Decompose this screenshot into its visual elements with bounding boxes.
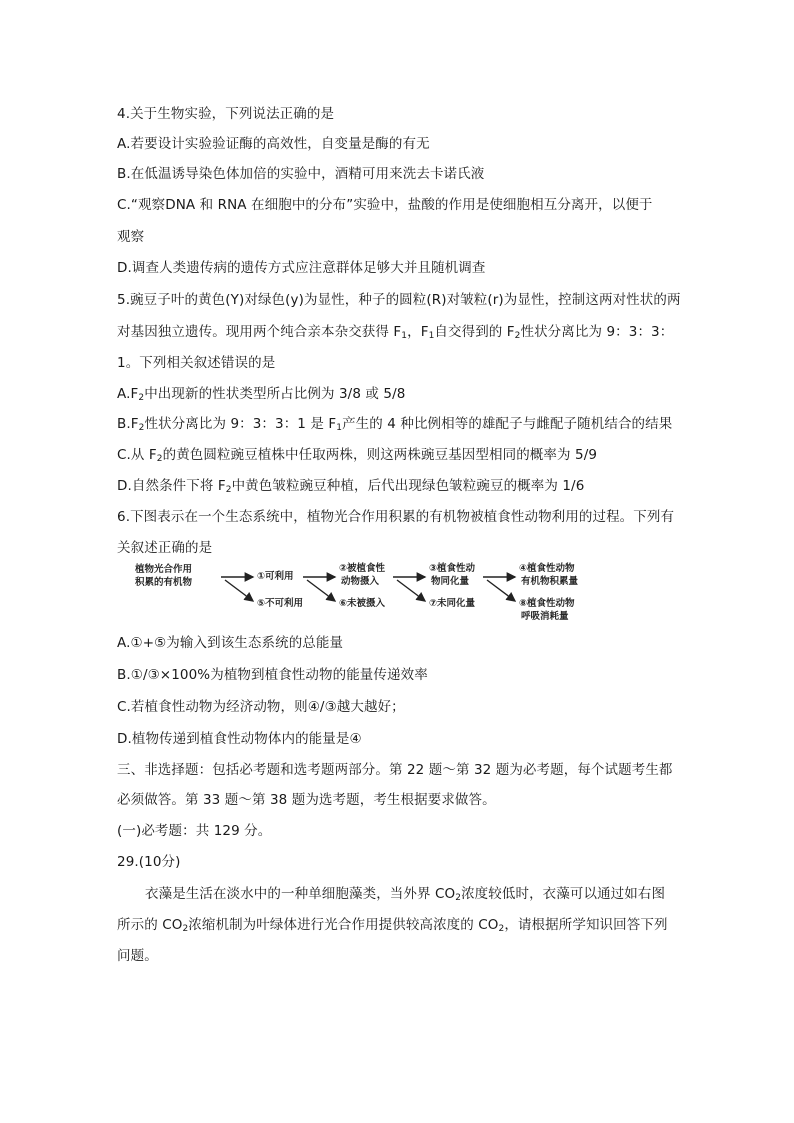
section3-line2: 必须做答。第 33 题～第 38 题为选考题，考生根据要求做答。 <box>117 792 496 808</box>
node-4-line2: 有机物积累量 <box>521 576 579 587</box>
q4-option-d: D.调查人类遗传病的遗传方式应注意群体足够大并且随机调查 <box>117 260 486 276</box>
text: 浓度较低时，衣藻可以通过如右图 <box>461 886 666 902</box>
q4-option-c-cont: 观察 <box>117 229 145 245</box>
text: 衣藻是生活在淡水中的一种单细胞藻类，当外界 CO <box>145 886 456 902</box>
node-source-line1: 植物光合作用 <box>135 564 193 575</box>
text: ，F <box>407 324 429 340</box>
arrow-3-to-8 <box>487 580 515 601</box>
subscript: 2 <box>182 924 189 934</box>
arrow-1-to-6 <box>307 580 335 601</box>
q6-option-d: D.植物传递到植食性动物体内的能量是④ <box>117 731 362 747</box>
q5-option-c <box>117 445 597 465</box>
text: 中黄色皱粒豌豆种植，后代出现绿色皱粒豌豆的概率为 1/6 <box>231 478 585 494</box>
text: 浓缩机制为叶绿体进行光合作用提供较高浓度的 CO <box>188 917 499 933</box>
text: 中出现新的性状类型所占比例为 3/8 或 5/8 <box>144 386 406 402</box>
q4-option-a: A.若要设计实验验证酶的高效性，自变量是酶的有无 <box>117 136 430 152</box>
q6-option-a: A.①+⑤为输入到该生态系统的总能量 <box>117 635 344 651</box>
node-8-line1: ⑧植食性动物 <box>519 598 575 609</box>
subscript: 2 <box>455 893 462 903</box>
text: B.F <box>117 416 139 432</box>
node-5: ⑤不可利用 <box>257 598 304 609</box>
node-3-line2: 物同化量 <box>431 576 470 587</box>
text: D.自然条件下将 F <box>117 478 226 494</box>
text: 性状分离比为 9：3：3：1 是 F <box>144 416 337 432</box>
q4-stem: 4.关于生物实验，下列说法正确的是 <box>117 106 335 122</box>
arrow-source-to-5 <box>225 580 253 601</box>
q6-option-b: B.①/③×100%为植物到植食性动物的能量传递效率 <box>117 667 428 683</box>
node-2-line2: 动物摄入 <box>341 576 380 587</box>
subscript: 2 <box>225 485 232 495</box>
q5-option-b <box>117 414 672 434</box>
text: 自交得到的 F <box>434 324 515 340</box>
text: 的黄色圆粒豌豆植株中任取两株，则这两株豌豆基因型相同的概率为 5/9 <box>162 447 598 463</box>
q6-stem-line2: 关叙述正确的是 <box>117 540 213 556</box>
text: 产生的 4 种比例相等的雄配子与雌配子随机结合的结果 <box>342 416 673 432</box>
node-3-line1: ③植食性动 <box>429 563 476 574</box>
q5-option-d <box>117 476 584 496</box>
node-7: ⑦未同化量 <box>429 598 476 609</box>
node-4-line1: ④植食性动物 <box>519 563 575 574</box>
q4-option-b: B.在低温诱导染色体加倍的实验中，酒精可用来洗去卡诺氏液 <box>117 166 485 182</box>
subscript: 2 <box>138 423 145 433</box>
q4-option-c: C.“观察DNA 和 RNA 在细胞中的分布”实验中，盐酸的作用是使细胞相互分离开，以便于 <box>117 197 653 213</box>
q29-paragraph-line2 <box>117 915 668 935</box>
q29-paragraph-line1 <box>145 884 665 904</box>
q5-option-a <box>117 384 405 404</box>
q29-heading: 29.(10分) <box>117 854 181 870</box>
subscript: 2 <box>514 331 521 341</box>
node-2-line1: ②被植食性 <box>339 563 386 574</box>
subscript: 1 <box>336 423 343 433</box>
q5-stem-line3: 1。下列相关叙述错误的是 <box>117 355 276 371</box>
subscript: 2 <box>156 454 163 464</box>
q5-stem-line2 <box>117 322 673 342</box>
node-8-line2: 呼吸消耗量 <box>521 611 569 622</box>
subscript: 2 <box>138 393 145 403</box>
subscript: 2 <box>498 924 505 934</box>
q6-option-c: C.若植食性动物为经济动物，则④/③越大越好； <box>117 699 405 715</box>
node-6: ⑥未被摄入 <box>339 598 386 609</box>
q29-paragraph-line3: 问题。 <box>117 948 158 964</box>
text: 性状分离比为 9：3：3： <box>520 324 674 340</box>
energy-flow-diagram <box>117 558 597 626</box>
arrow-2-to-7 <box>397 580 425 601</box>
text: 对基因独立遗传。现用两个纯合亲本杂交获得 F <box>117 324 402 340</box>
subscript: 1 <box>401 331 408 341</box>
text: ，请根据所学知识回答下列 <box>504 917 668 933</box>
required-section-heading: (一)必考题：共 129 分。 <box>117 823 272 839</box>
node-1: ①可利用 <box>257 571 294 582</box>
node-source-line2: 积累的有机物 <box>135 577 193 588</box>
q5-stem-line1: 5.豌豆子叶的黄色(Y)对绿色(y)为显性，种子的圆粒(R)对皱粒(r)为显性，控制这两对性状的两 <box>117 292 681 308</box>
text: C.从 F <box>117 447 157 463</box>
text: 所示的 CO <box>117 917 183 933</box>
text: A.F <box>117 386 139 402</box>
section3-line1: 三、非选择题：包括必考题和选考题两部分。第 22 题～第 32 题为必考题，每个试题考生都 <box>117 762 673 778</box>
q6-stem-line1: 6.下图表示在一个生态系统中，植物光合作用积累的有机物被植食性动物利用的过程。下列有 <box>117 509 675 525</box>
subscript: 1 <box>428 331 435 341</box>
